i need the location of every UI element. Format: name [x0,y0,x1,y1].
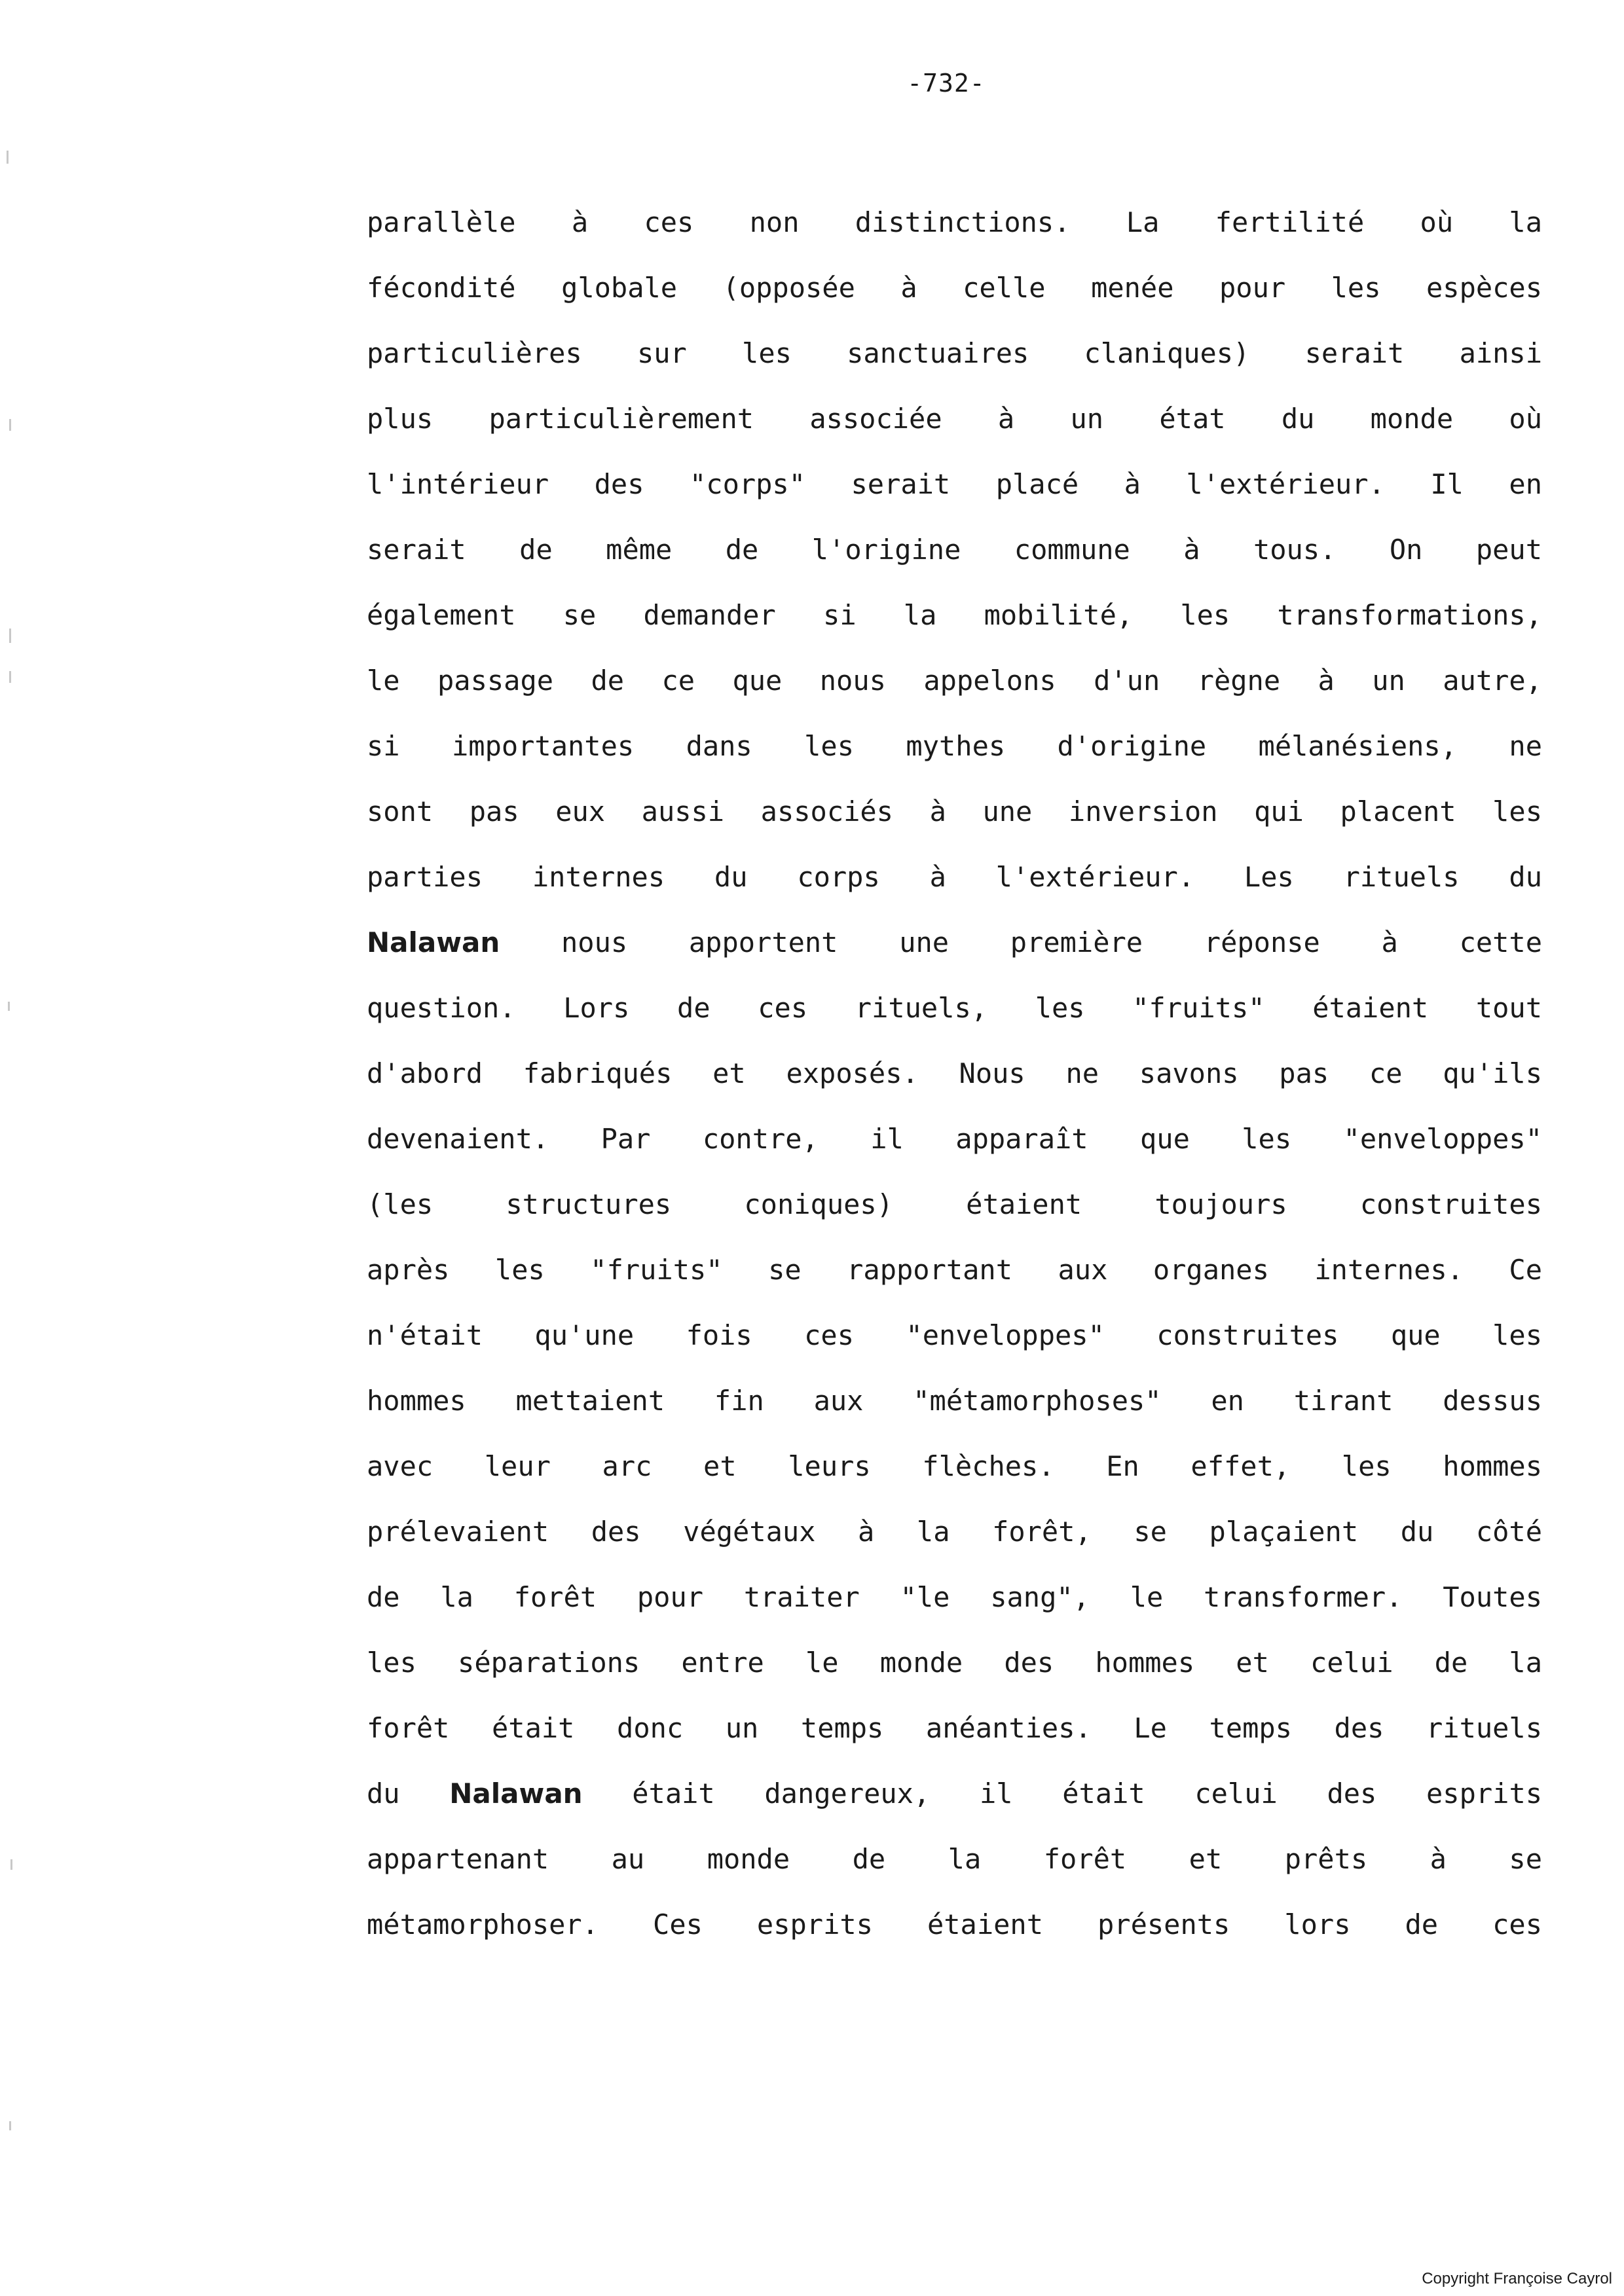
bold-term: Nalawan [367,926,500,958]
text-segment: nous apportent une première réponse à cette [500,926,1542,958]
text-segment: si importantes dans les mythes d'origine mélanésiens, ne [367,730,1542,762]
text-line [367,1761,1542,1827]
text-line [367,1237,1542,1303]
text-line [367,1172,1542,1237]
text-line [367,255,1542,321]
scan-speck [9,671,11,683]
text-line [367,517,1542,583]
text-segment: après les "fruits" se rapportant aux organes internes. Ce [367,1254,1542,1286]
text-segment: fécondité globale (opposée à celle menée pour les espèces [367,272,1542,304]
text-segment: sont pas eux aussi associés à une inversion qui placent les [367,795,1542,828]
text-line [367,452,1542,517]
text-segment: forêt était donc un temps anéanties. Le temps des rituels [367,1712,1542,1744]
text-line [367,975,1542,1041]
copyright-notice: Copyright Françoise Cayrol [1422,2270,1612,2287]
text-segment: du [367,1777,450,1810]
scan-speck [9,2121,11,2130]
text-line [367,1303,1542,1368]
text-segment: l'intérieur des "corps" serait placé à l'extérieur. Il en [367,468,1542,500]
text-segment: le passage de ce que nous appelons d'un règne à un autre, [367,665,1542,697]
page-number: -732- [907,69,986,98]
text-segment: était dangereux, il était celui des esprits [582,1777,1543,1810]
text-line [367,1696,1542,1761]
text-line [367,190,1542,255]
scan-speck [9,419,11,431]
text-segment: devenaient. Par contre, il apparaît que les "enveloppes" [367,1123,1542,1155]
text-line [367,1434,1542,1499]
text-line [367,910,1542,975]
text-segment: les séparations entre le monde des hommes et celui de la [367,1647,1542,1679]
text-line [367,1499,1542,1565]
text-segment: parties internes du corps à l'extérieur. Les rituels du [367,861,1542,893]
text-segment: de la forêt pour traiter "le sang", le transformer. Toutes [367,1581,1542,1613]
text-segment: serait de même de l'origine commune à tous. On peut [367,534,1542,566]
text-segment: parallèle à ces non distinctions. La fertilité où la [367,206,1542,238]
text-line [367,1630,1542,1696]
text-segment: d'abord fabriqués et exposés. Nous ne savons pas ce qu'ils [367,1057,1542,1089]
text-line [367,648,1542,714]
text-line [367,845,1542,910]
text-line [367,583,1542,648]
scan-speck [9,629,11,643]
text-line [367,1368,1542,1434]
scan-speck [10,1859,12,1870]
text-line [367,1892,1542,1958]
text-line [367,1041,1542,1106]
scan-speck [8,1002,10,1011]
text-line [367,386,1542,452]
text-segment: avec leur arc et leurs flèches. En effet, les hommes [367,1450,1542,1482]
text-segment: question. Lors de ces rituels, les "fruits" étaient tout [367,992,1542,1024]
bold-term: Nalawan [449,1777,583,1810]
body-text [367,190,1542,1958]
text-segment: particulières sur les sanctuaires claniques) serait ainsi [367,337,1542,369]
text-line [367,1827,1542,1892]
text-line [367,1565,1542,1630]
text-line [367,1106,1542,1172]
text-segment: également se demander si la mobilité, les transformations, [367,599,1542,631]
text-segment: métamorphoser. Ces esprits étaient présents lors de ces [367,1908,1542,1941]
text-segment: hommes mettaient fin aux "métamorphoses" en tirant dessus [367,1385,1542,1417]
text-segment: (les structures coniques) étaient toujours construites [367,1188,1542,1220]
text-segment: n'était qu'une fois ces "enveloppes" construites que les [367,1319,1542,1351]
text-line [367,714,1542,779]
scan-speck [7,151,9,164]
text-line [367,321,1542,386]
text-segment: prélevaient des végétaux à la forêt, se plaçaient du côté [367,1516,1542,1548]
text-line [367,779,1542,845]
text-segment: appartenant au monde de la forêt et prêts à se [367,1843,1542,1875]
text-segment: plus particulièrement associée à un état du monde où [367,403,1542,435]
